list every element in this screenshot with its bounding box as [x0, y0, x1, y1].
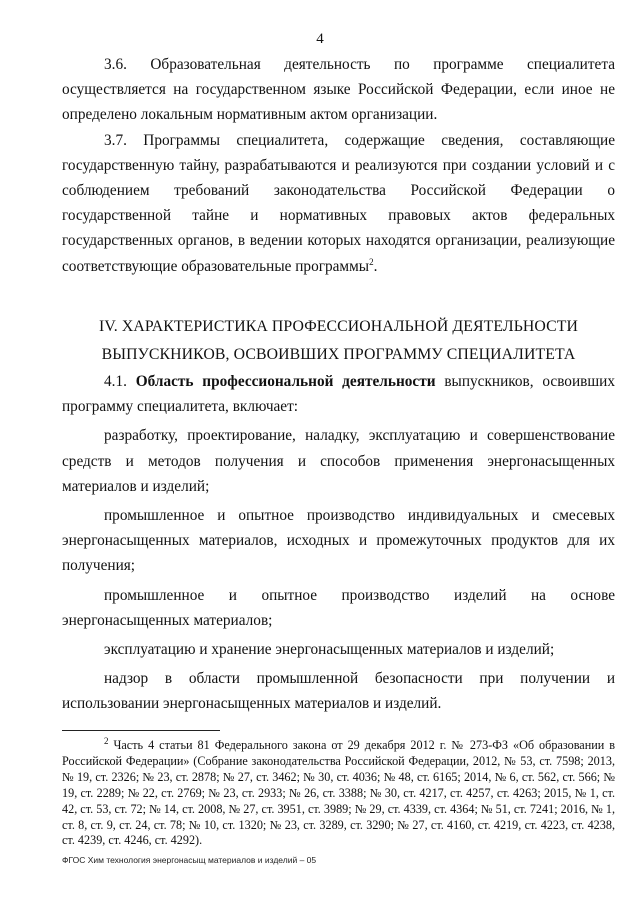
footnote — [62, 735, 615, 849]
section-heading — [62, 313, 615, 369]
heading-line-2: ВЫПУСКНИКОВ, ОСВОИВШИХ ПРОГРАММУ СПЕЦИАЛИТЕТА — [101, 346, 576, 363]
footnote-ref: 2 — [369, 256, 374, 267]
page-number: 4 — [316, 31, 324, 47]
list-item: промышленное и опытное производство индивидуальных и смесевых энергонасыщенных материалов, исходных и промежуточных продуктов для их получения; — [62, 507, 615, 575]
footnote-mark: 2 — [104, 735, 109, 746]
list-item: надзор в области промышленной безопасности при получении и использовании энергонасыщенных материалов и изделий. — [62, 670, 615, 713]
sections-3 — [62, 52, 615, 279]
section-4-body — [62, 369, 615, 721]
paragraph-3-7-text: 3.7. Программы специалитета, содержащие сведения, составляющие государственную тайну, разрабатываются и реализуются при создании условий и с соблюдением требований законодательства Российской Федерации о государственной тайне и нормативных правовых актов федеральных государственных органов, в ведении которых находятся организации, реализующие соответствующие образовательные программы — [62, 131, 615, 275]
footnote-paragraph — [62, 735, 615, 849]
footnote-divider — [62, 730, 220, 731]
clause-bold-term: Область профессиональной деятельности — [135, 373, 436, 390]
clause-rest: выпускников, освоивших программу специалитета, включает: — [62, 373, 615, 416]
paragraph-3-6: 3.6. Образовательная деятельность по программе специалитета осуществляется на государственном языке Российской Федерации, если иное не определено локальным нормативным актом организации. — [62, 56, 615, 124]
page-footer: ФГОС Хим технология энергонасыщ материалов и изделий – 05 — [62, 855, 317, 865]
paragraph-3-7: 3.7. Программы специалитета, содержащие сведения, составляющие государственную тайну, разрабатываются и реализуются при создании условий и с соблюдением требований законодательства Российской Федерации о государственной тайне и нормативных правовых актов федеральных государственных органов, в ведении которых находятся организации, реализующие соответствующие образовательные программы$^2$. — [62, 131, 615, 275]
clause-number: 4.1. — [104, 373, 136, 390]
list-item: промышленное и опытное производство изделий на основе энергонасыщенных материалов; — [62, 586, 615, 629]
heading-line-1: IV. ХАРАКТЕРИСТИКА ПРОФЕССИОНАЛЬНОЙ ДЕЯТЕЛЬНОСТИ — [98, 318, 579, 335]
clause-4-1 — [62, 369, 615, 419]
list-item: разработку, проектирование, наладку, эксплуатацию и совершенствование средств и методов получения и способов применения энергонасыщенных материалов и изделий; — [62, 427, 615, 495]
footnote-text: Часть 4 статьи 81 Федерального закона от 29 декабря 2012 г. № 273-ФЗ «Об образовании в Российской Федерации» (Собрание законодательства Российской Федерации, 2012, № 53, ст. 7598; 2013, № 19, ст. 2326; № 23, ст. 2878; № 27, ст. 3462; № 30, ст. 4036; № 48, ст. 6165; 2014, № 6, ст. 562, ст. 566; № 19, ст. 2289; № 22, ст. 2769; № 23, ст. 2933; № 26, ст. 3388; № 30, ст. 4217, ст. 4257, ст. 4263; 2015, № 1, ст. 42, ст. 53, ст. 72; № 14, ст. 2008, № 27, ст. 3951, ст. 3989; № 29, ст. 4339, ст. 4364; № 51, ст. 7241; 2016, № 1, ст. 8, ст. 9, ст. 24, ст. 78; № 10, ст. 1320; № 23, ст. 3289, ст. 3290; № 27, ст. 4160, ст. 4219, ст. 4223, ст. 4238, ст. 4239, ст. 4246, ст. 4292). — [62, 738, 615, 848]
list-item: эксплуатацию и хранение энергонасыщенных материалов и изделий; — [104, 641, 555, 659]
